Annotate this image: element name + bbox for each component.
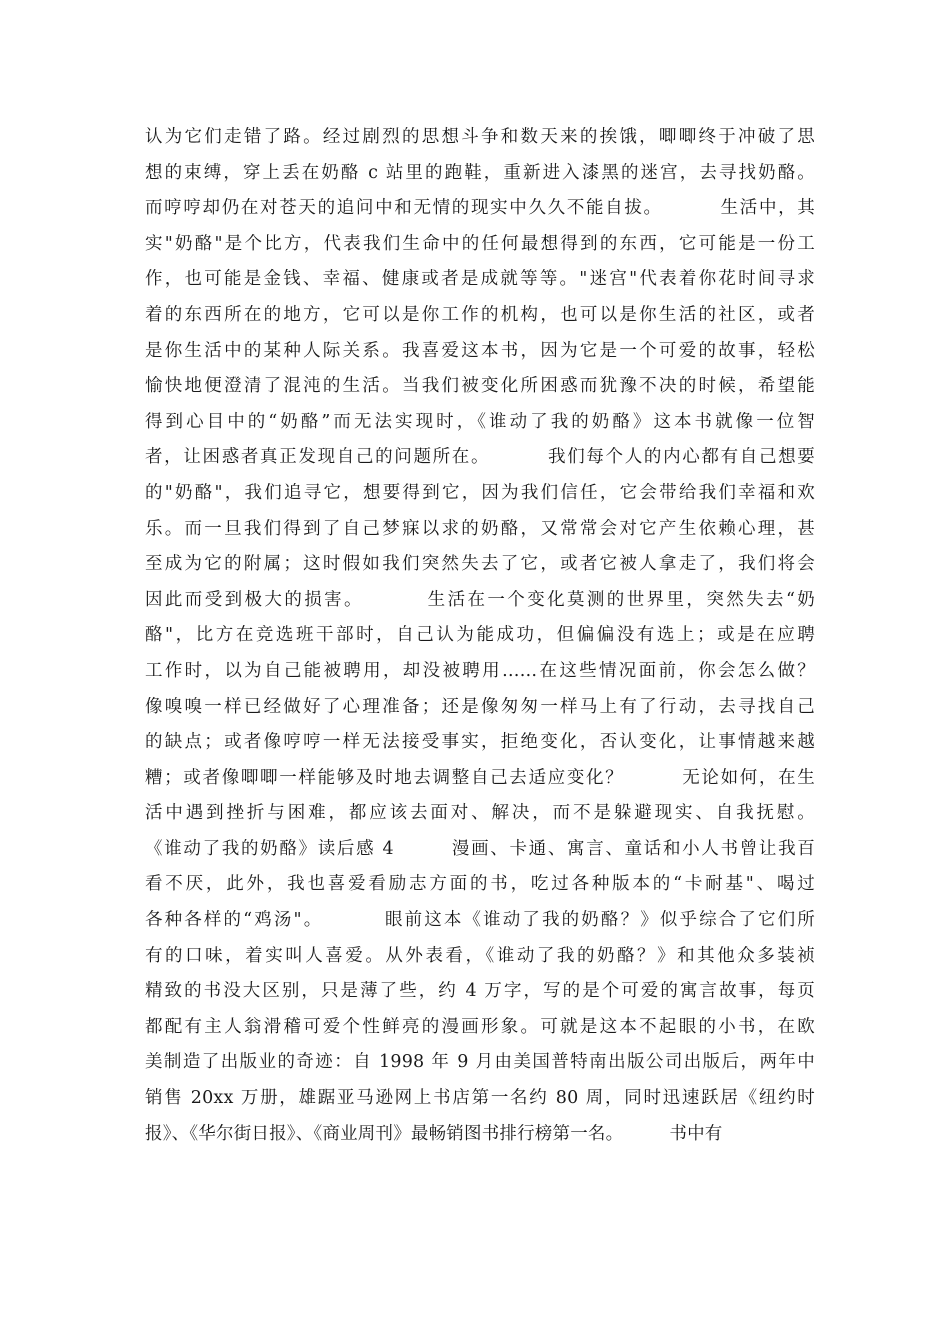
text-line: 有的口味，着实叫人喜爱。从外表看，《谁动了我的奶酪？》和其他众多装祯	[145, 945, 815, 966]
text-line: 糟；或者像唧唧一样能够及时地去调整自己去适应变化？ 无论如何，在生	[145, 767, 815, 788]
text-line: 者，让困惑者真正发现自己的问题所在。 我们每个人的内心都有自己想要	[145, 447, 815, 468]
text-line: 看不厌，此外，我也喜爱看励志方面的书，吃过各种版本的“卡耐基"、喝过	[145, 874, 815, 895]
text-line: 实"奶酪"是个比方，代表我们生命中的任何最想得到的东西，它可能是一份工	[145, 233, 815, 254]
text-line: 像嗅嗅一样已经做好了心理准备；还是像匆匆一样马上有了行动，去寻找自己	[145, 696, 815, 717]
text-line: 美制造了出版业的奇迹：自 1998 年 9 月由美国普特南出版公司出版后，两年中	[145, 1052, 815, 1073]
text-line: 的"奶酪"，我们追寻它，想要得到它，因为我们信任，它会带给我们幸福和欢	[145, 482, 815, 503]
text-line: 着的东西所在的地方，它可以是你工作的机构，也可以是你生活的社区，或者	[145, 304, 815, 325]
text-line: 认为它们走错了路。经过剧烈的思想斗争和数天来的挨饿，唧唧终于冲破了思	[145, 127, 815, 147]
text-line: 得到心目中的“奶酪”而无法实现时，《谁动了我的奶酪》这本书就像一位智	[145, 411, 815, 432]
text-line: 而哼哼却仍在对苍天的追问中和无情的现实中久久不能自拔。 生活中，其	[145, 198, 815, 219]
text-line: 《谁动了我的奶酪》读后感 4 漫画、卡通、寓言、童话和小人书曾让我百	[145, 838, 815, 859]
text-line: 精致的书没大区别，只是薄了些，约 4 万字，写的是个可爱的寓言故事，每页	[145, 981, 815, 1002]
text-line: 至成为它的附属；这时假如我们突然失去了它，或者它被人拿走了，我们将会	[145, 554, 815, 575]
text-line: 销售 20xx 万册，雄踞亚马逊网上书店第一名约 80 周，同时迅速跃居《纽约时	[145, 1088, 815, 1109]
text-line: 各种各样的“鸡汤"。 眼前这本《谁动了我的奶酪？》似乎综合了它们所	[145, 910, 815, 931]
text-line: 的缺点；或者像哼哼一样无法接受事实，拒绝变化，否认变化，让事情越来越	[145, 732, 815, 753]
body-text	[145, 120, 815, 1152]
text-line: 活中遇到挫折与困难，都应该去面对、解决，而不是躲避现实、自我抚慰。	[145, 803, 815, 824]
text-line: 想的束缚，穿上丢在奶酪 c 站里的跑鞋，重新进入漆黑的迷宫，去寻找奶酪。	[145, 162, 815, 183]
text-line: 都配有主人翁滑稽可爱个性鲜亮的漫画形象。可就是这本不起眼的小书，在欧	[145, 1016, 815, 1037]
text-line: 乐。而一旦我们得到了自己梦寐以求的奶酪，又常常会对它产生依赖心理，甚	[145, 518, 815, 539]
text-line: 报》、《华尔街日报》、《商业周刊》最畅销图书排行榜第一名。 书中有	[145, 1123, 723, 1144]
text-line: 愉快地便澄清了混沌的生活。当我们被变化所困惑而犹豫不决的时候，希望能	[145, 376, 815, 397]
text-line: 作，也可能是金钱、幸福、健康或者是成就等等。"迷宫"代表着你花时间寻求	[145, 269, 815, 290]
text-line: 因此而受到极大的损害。 生活在一个变化莫测的世界里，突然失去“奶	[145, 589, 815, 610]
text-line: 工作时，以为自己能被聘用，却没被聘用……在这些情况面前，你会怎么做？	[145, 660, 815, 681]
text-line: 酪"，比方在竞选班干部时，自己认为能成功，但偏偏没有选上；或是在应聘	[145, 625, 815, 646]
text-line: 是你生活中的某种人际关系。我喜爱这本书，因为它是一个可爱的故事，轻松	[145, 340, 815, 361]
